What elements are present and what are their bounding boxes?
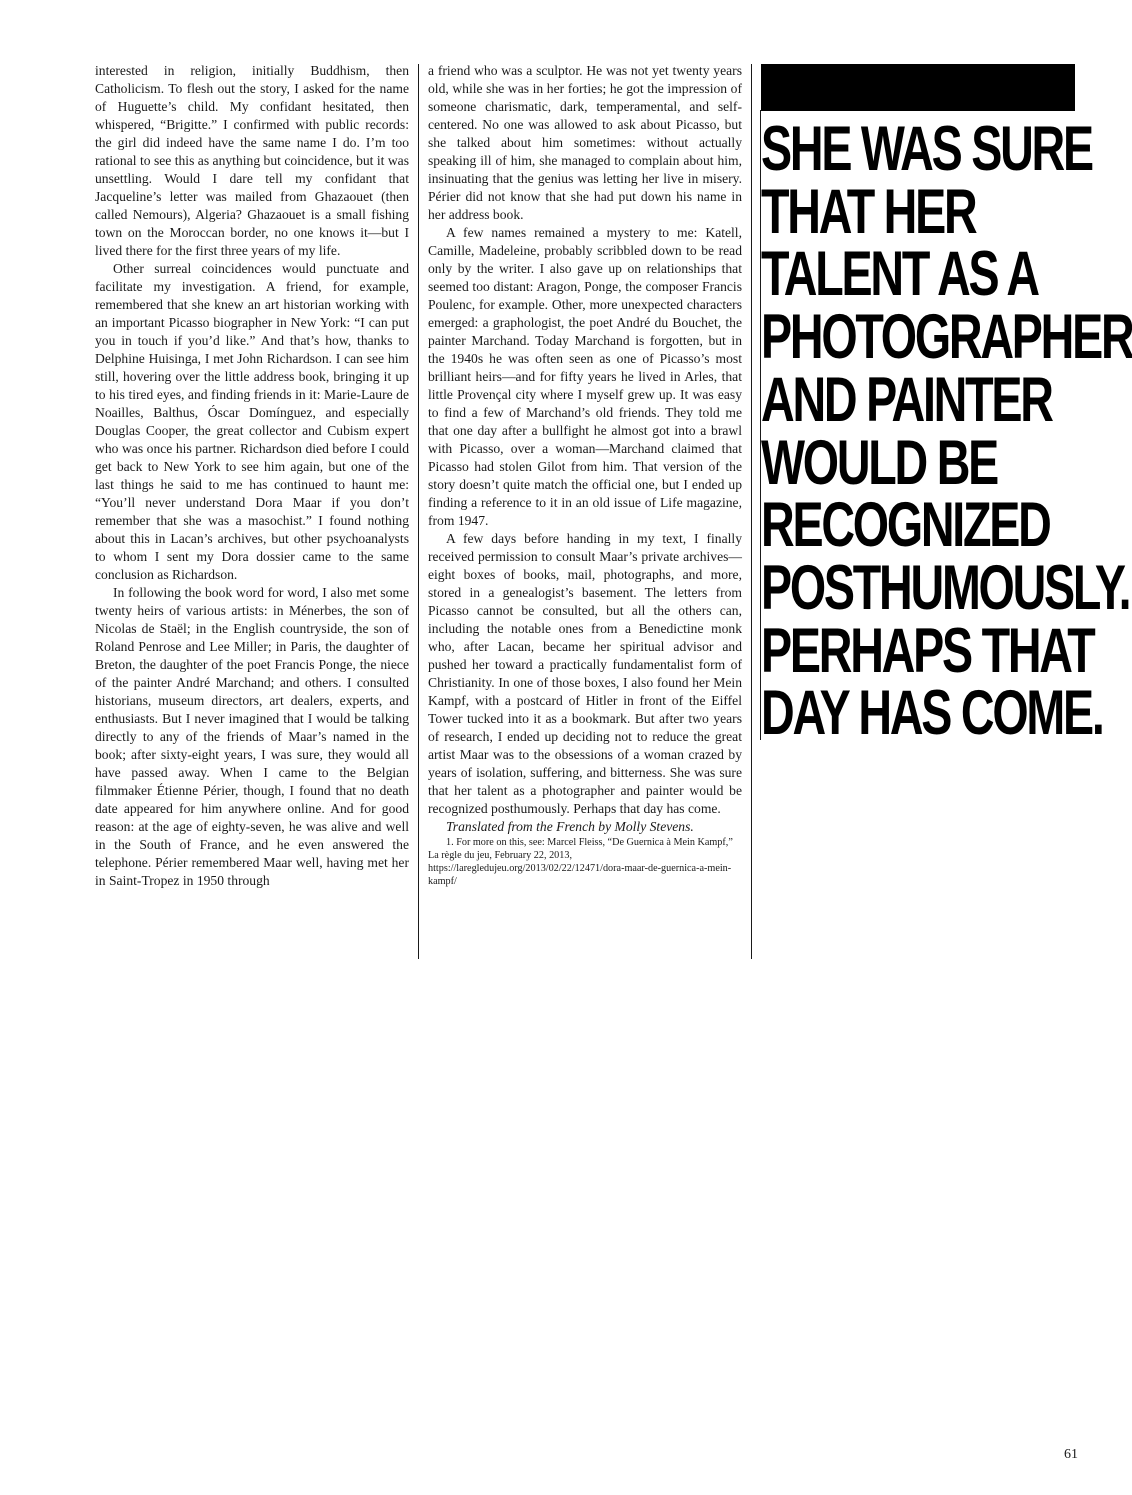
column-divider	[751, 64, 752, 959]
paragraph: Other surreal coincidences would punctuate and facilitate my investigation. A friend, for example, remembered that she knew an art historian working with an important Picasso biographer in New York: “I can put you in touch if you’d like.” And that’s how, thanks to Delphine Huisinga, I met John Richardson. I can see him still, hovering over the little address book, bringing it up to his tired eyes, and finding friends in it: Marie-Laure de Noailles, Balthus, Óscar Domínguez, and especially Douglas Cooper, the great collector and Cubism expert who was once his partner. Richardson died before I could get back to New York to see him again, but one of the last things he said to me has continued to haunt me: “You’ll never understand Dora Maar if you don’t remember that she was a masochist.” I found nothing about this in Lacan’s archives, but other psychoanalysts to whom I sent my Dora dossier came to the same conclusion as Richardson.	[95, 261, 409, 582]
pull-quote-line: AND PAINTER	[761, 364, 1052, 435]
page-number: 61	[1064, 1447, 1078, 1462]
translator-credit: Translated from the French by Molly Stevens.	[446, 819, 694, 834]
pull-quote-line: DAY HAS COME.	[761, 678, 1103, 749]
pull-quote-line: TALENT AS A	[761, 239, 1038, 310]
pull-quote-line: THAT HER	[761, 176, 976, 247]
paragraph: A few days before handing in my text, I finally received permission to consult Maar’s private archives—eight boxes of books, mail, photographs, and more, stored in a genealogist’s basement. The letters from Picasso cannot be consulted, but all the others can, including the notable ones from a Benedictine monk who, after Lacan, became her spiritual advisor and pushed her toward a practically fundamentalist form of Christianity. In one of those boxes, I also found her Mein Kampf, with a postcard of Hitler in front of the Eiffel Tower tucked into it as a bookmark. But after two years of research, I ended up deciding not to reduce the great artist Maar was to the obsessions of a woman crazed by years of isolation, suffering, and bitterness. She was sure that her talent as a photographer and painter would be recognized posthumously. Perhaps that day has come.	[428, 531, 742, 816]
paragraph: In following the book word for word, I also met some twenty heirs of various artists: in Ménerbes, the son of Nicolas de Staël; in the English countryside, the son of Roland Penrose and Lee Miller; in Paris, the daughter of Breton, the daughter of the poet Francis Ponge, the niece of the painter André Marchand; and others. I consulted historians, museum directors, art dealers, experts, and enthusiasts. But I never imagined that I would be talking directly to any of the friends of Maar’s named in the book; after sixty-eight years, I was sure, they would all have passed away. When I came to the Belgian filmmaker Étienne Périer, though, I found that no death date appeared for him anywhere online. And for good reason: at the age of eighty-seven, he was alive and well in the South of France, and he even answered the telephone. Périer remembered Maar well, having met her in Saint-Tropez in 1950 through	[95, 585, 409, 888]
pull-quote-line: SHE WAS SURE	[761, 114, 1092, 184]
pull-quote-line: RECOGNIZED	[761, 490, 1050, 561]
pull-quote-line: PHOTOGRAPHER	[761, 302, 1132, 373]
text-column-middle	[428, 62, 742, 888]
column-divider	[418, 64, 419, 959]
pull-quote-black-bar	[761, 64, 1075, 111]
pull-quote-line: WOULD BE	[761, 427, 998, 498]
paragraph: interested in religion, initially Buddhism, then Catholicism. To flesh out the story, I asked for the name of Huguette’s child. My confidant hesitated, then whispered, “Brigitte.” I confirmed with public records: the girl did indeed have the same name I do. I’m too rational to see this as anything but coincidence, but it was unsettling. Would I dare tell my confidant that Jacqueline’s letter was mailed from Ghazaouet (then called Nemours), Algeria? Ghazaouet is a small fishing town on the Moroccan border, no one knows it—but I lived there for the first three years of my life.	[95, 63, 409, 258]
paragraph: a friend who was a sculptor. He was not yet twenty years old, while she was in her forties; he got the impression of someone charismatic, dark, temperamental, and self-centered. No one was allowed to ask about Picasso, but she talked about him sometimes: without actually speaking ill of him, she managed to complain about him, insinuating that the genius was letting her live in misery. Périer did not know that she had put down his name in her address book.	[428, 63, 742, 222]
pull-quote-line: PERHAPS THAT	[761, 615, 1094, 686]
text-column-left	[95, 62, 409, 890]
footnote: 1. For more on this, see: Marcel Fleiss, “De Guernica à Mein Kampf,” La règle du jeu, February 22, 2013, https://laregledujeu.org/2013/02/22/12471/dora-maar-de-guernica-a-mein-kampf/	[428, 837, 733, 887]
pull-quote	[761, 114, 1132, 749]
paragraph: A few names remained a mystery to me: Katell, Camille, Madeleine, probably scribbled down to be read only by the writer. I also gave up on relationships that seemed too distant: Aragon, Ponge, the composer Francis Poulenc, for example. Other, more unexpected characters emerged: a graphologist, the poet André du Bouchet, the painter Marchand. Today Marchand is forgotten, but in the 1940s he was often seen as one of Picasso’s most brilliant heirs—and for fifty years he lived in Arles, that little Provençal city where I myself grew up. It was easy to find a few of Marchand’s old friends. They told me that one day after a bullfight he almost got into a brawl with Picasso, over a woman—Marchand claimed that Picasso had stolen Gilot from him. That version of the story doesn’t quite match the official one, but I ended up finding a reference to it in an old issue of Life magazine, from 1947.	[428, 225, 742, 528]
pull-quote-line: POSTHUMOUSLY.	[761, 552, 1130, 623]
